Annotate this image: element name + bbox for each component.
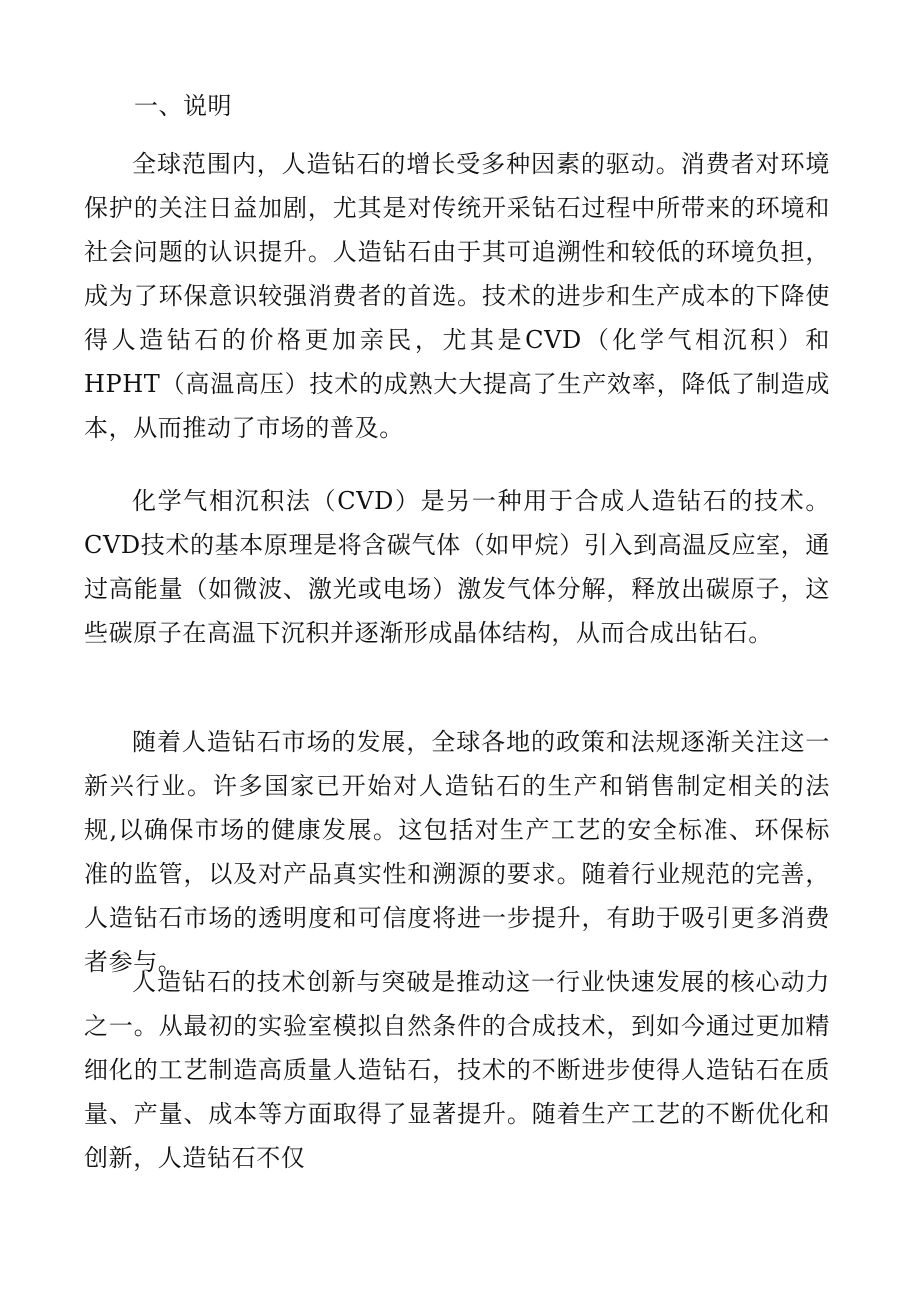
paragraph-market-drivers: 全球范围内，人造钻石的增长受多种因素的驱动。消费者对环境保护的关注日益加剧，尤其是对传统开采钻石过程中所带来的环境和社会问题的认识提升。人造钻石由于其可追溯性和较低的环境负担，成为了环保意识较强消费者的首选。技术的进步和生产成本的下降使得人造钻石的价格更加亲民，尤其是CVD（化学气相沉积）和HPHT（高温高压）技术的成熟大大提高了生产效率，降低了制造成本，从而推动了市场的普及。 [84,150,830,442]
paragraph-regulation: 随着人造钻石市场的发展，全球各地的政策和法规逐渐关注这一新兴行业。许多国家已开始对人造钻石的生产和销售制定相关的法规,以确保市场的健康发展。这包括对生产工艺的安全标准、环保标准的监管，以及对产品真实性和溯源的要求。随着行业规范的完善，人造钻石市场的透明度和可信度将进一步提升，有助于吸引更多消费者参与。 [84,728,830,976]
section-heading: 一、说明 [134,92,232,120]
paragraph-innovation: 人造钻石的技术创新与突破是推动这一行业快速发展的核心动力之一。从最初的实验室模拟自然条件的合成技术，到如今通过更加精细化的工艺制造高质量人造钻石，技术的不断进步使得人造钻石在质量、产量、成本等方面取得了显著提升。随着生产工艺的不断优化和创新，人造钻石不仅 [84,968,830,1172]
paragraph-cvd-method: 化学气相沉积法（CVD）是另一种用于合成人造钻石的技术。CVD技术的基本原理是将含碳气体（如甲烷）引入到高温反应室，通过高能量（如微波、激光或电场）激发气体分解，释放出碳原子，这些碳原子在高温下沉积并逐渐形成晶体结构，从而合成出钻石。 [84,487,830,647]
